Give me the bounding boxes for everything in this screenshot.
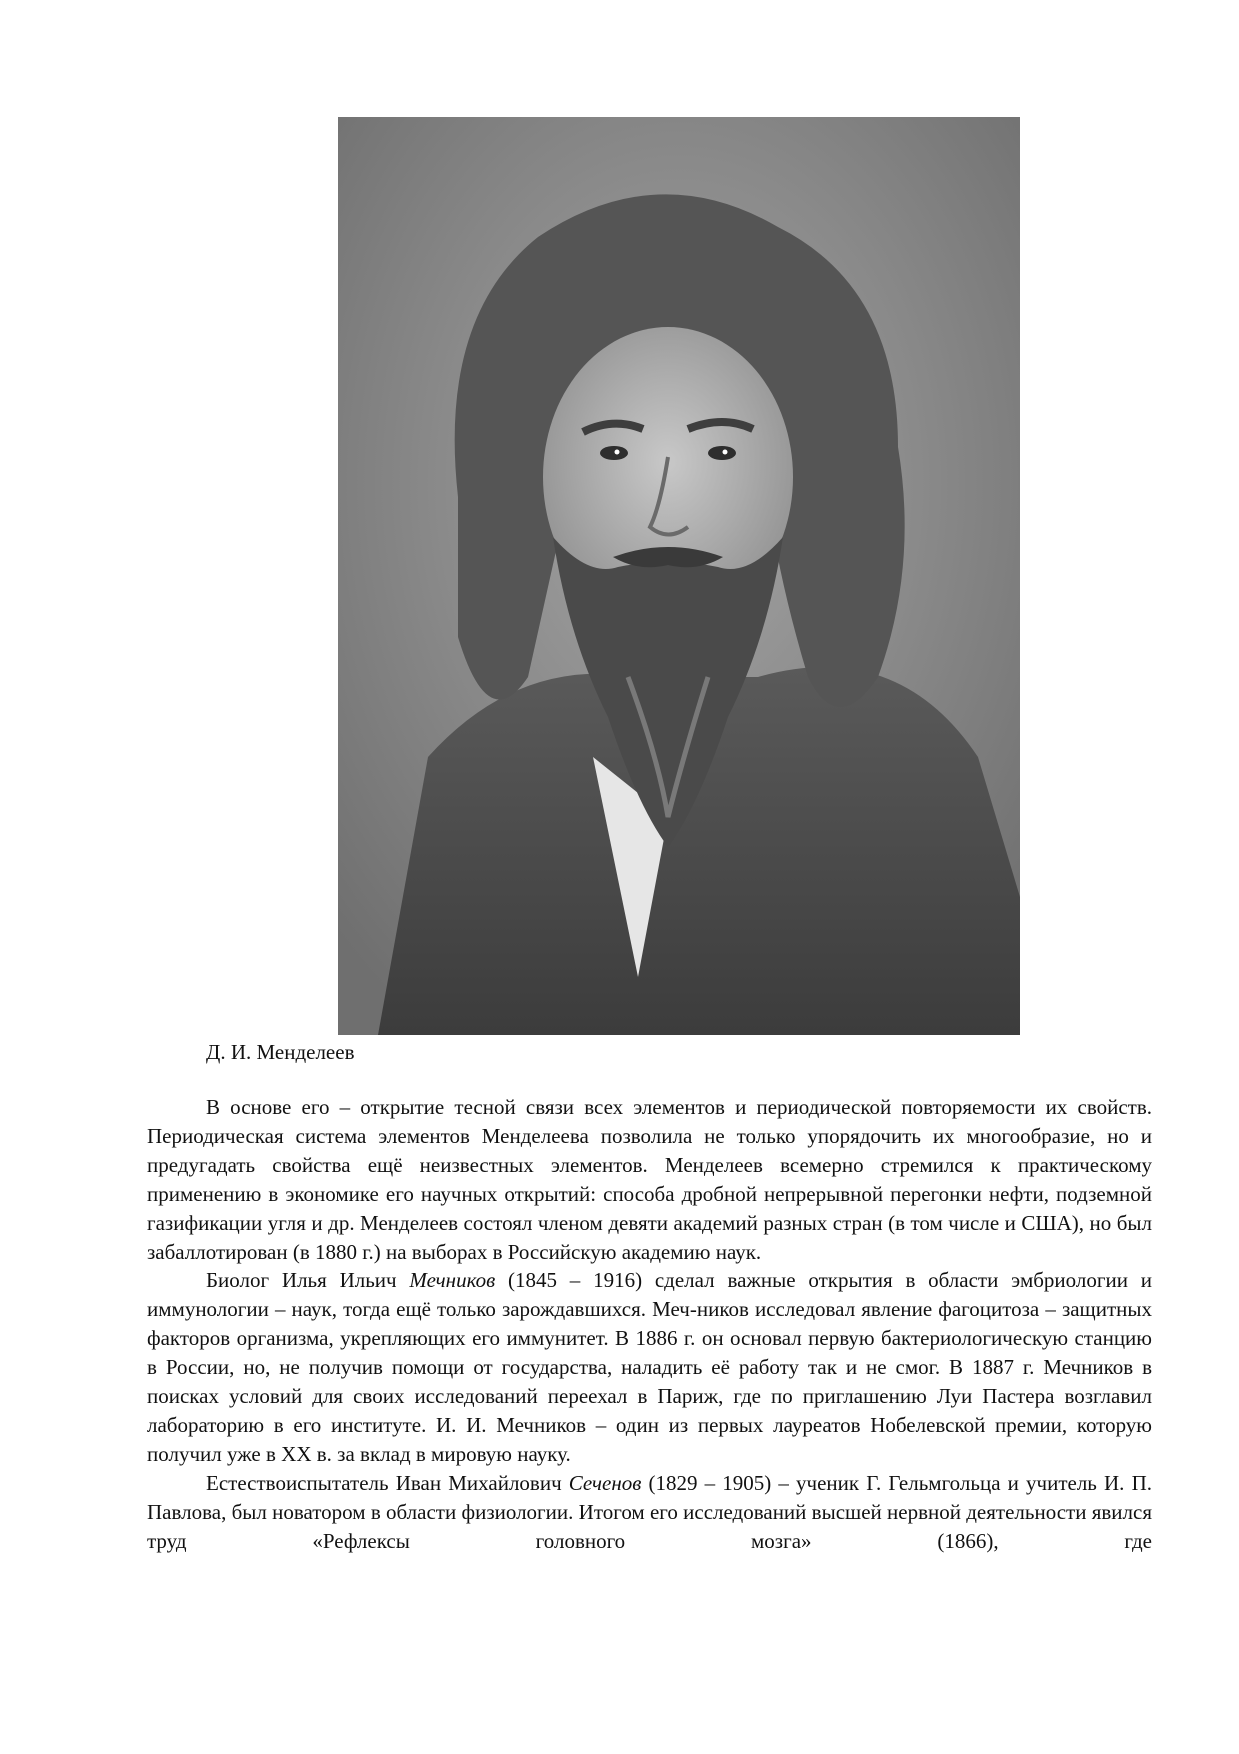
person-name-italic: Сеченов — [568, 1470, 642, 1495]
article-body — [147, 1093, 1152, 1556]
paragraph-text: (1829 – 1905) – ученик Г. Гельмгольца и учитель И. П. Павлова, был новатором в области физиологии. Итогом его исследований высшей нервной деятельности явился труд «Рефлексы головного мозга» (1866), где — [147, 1470, 1152, 1553]
paragraph-lead: Естествоиспытатель Иван Михайлович — [206, 1470, 569, 1495]
figure-caption: Д. И. Менделеев — [206, 1040, 355, 1064]
paragraph-text: (1845 – 1916) сделал важные открытия в области эмбриологии и иммунологии – наук, тогда ещё только зарождавшихся. Меч-ников исследовал явление фагоцитоза – защитных факторов организма, укрепляющих его иммунитет. В 1886 г. он основал первую бактериологическую станцию в России, но, не получив помощи от государства, наладить её работу так и не смог. В 1887 г. Мечников в поисках условий для своих исследований переехал в Париж, где по приглашению Луи Пастера возглавил лабораторию в его институте. И. И. Мечников – один из первых лауреатов Нобелевской премии, которую получил уже в XX в. за вклад в мировую науку. — [147, 1268, 1152, 1466]
paragraph-mechnikov — [147, 1266, 1152, 1468]
portrait-illustration — [338, 117, 1020, 1035]
person-name-italic: Мечников — [409, 1268, 496, 1293]
portrait-photo — [338, 117, 1020, 1035]
paragraph-mendeleev — [147, 1093, 1152, 1266]
paragraph-lead: Биолог Илья Ильич — [206, 1268, 410, 1293]
paragraph-text: В основе его – открытие тесной связи всех элементов и периодической повторяемости их свойств. Периодическая система элементов Менделеева позволила не только упорядочить их многообразие, но и предугадать свойства ещё неизвестных элементов. Менделеев всемерно стремился к практическому применению в экономике его научных открытий: способа дробной непрерывной перегонки нефти, подземной газификации угля и др. Менделеев состоял членом девяти академий разных стран (в том числе и США), но был забаллотирован (в 1880 г.) на выборах в Российскую академию наук. — [147, 1095, 1152, 1264]
paragraph-sechenov — [147, 1469, 1152, 1556]
